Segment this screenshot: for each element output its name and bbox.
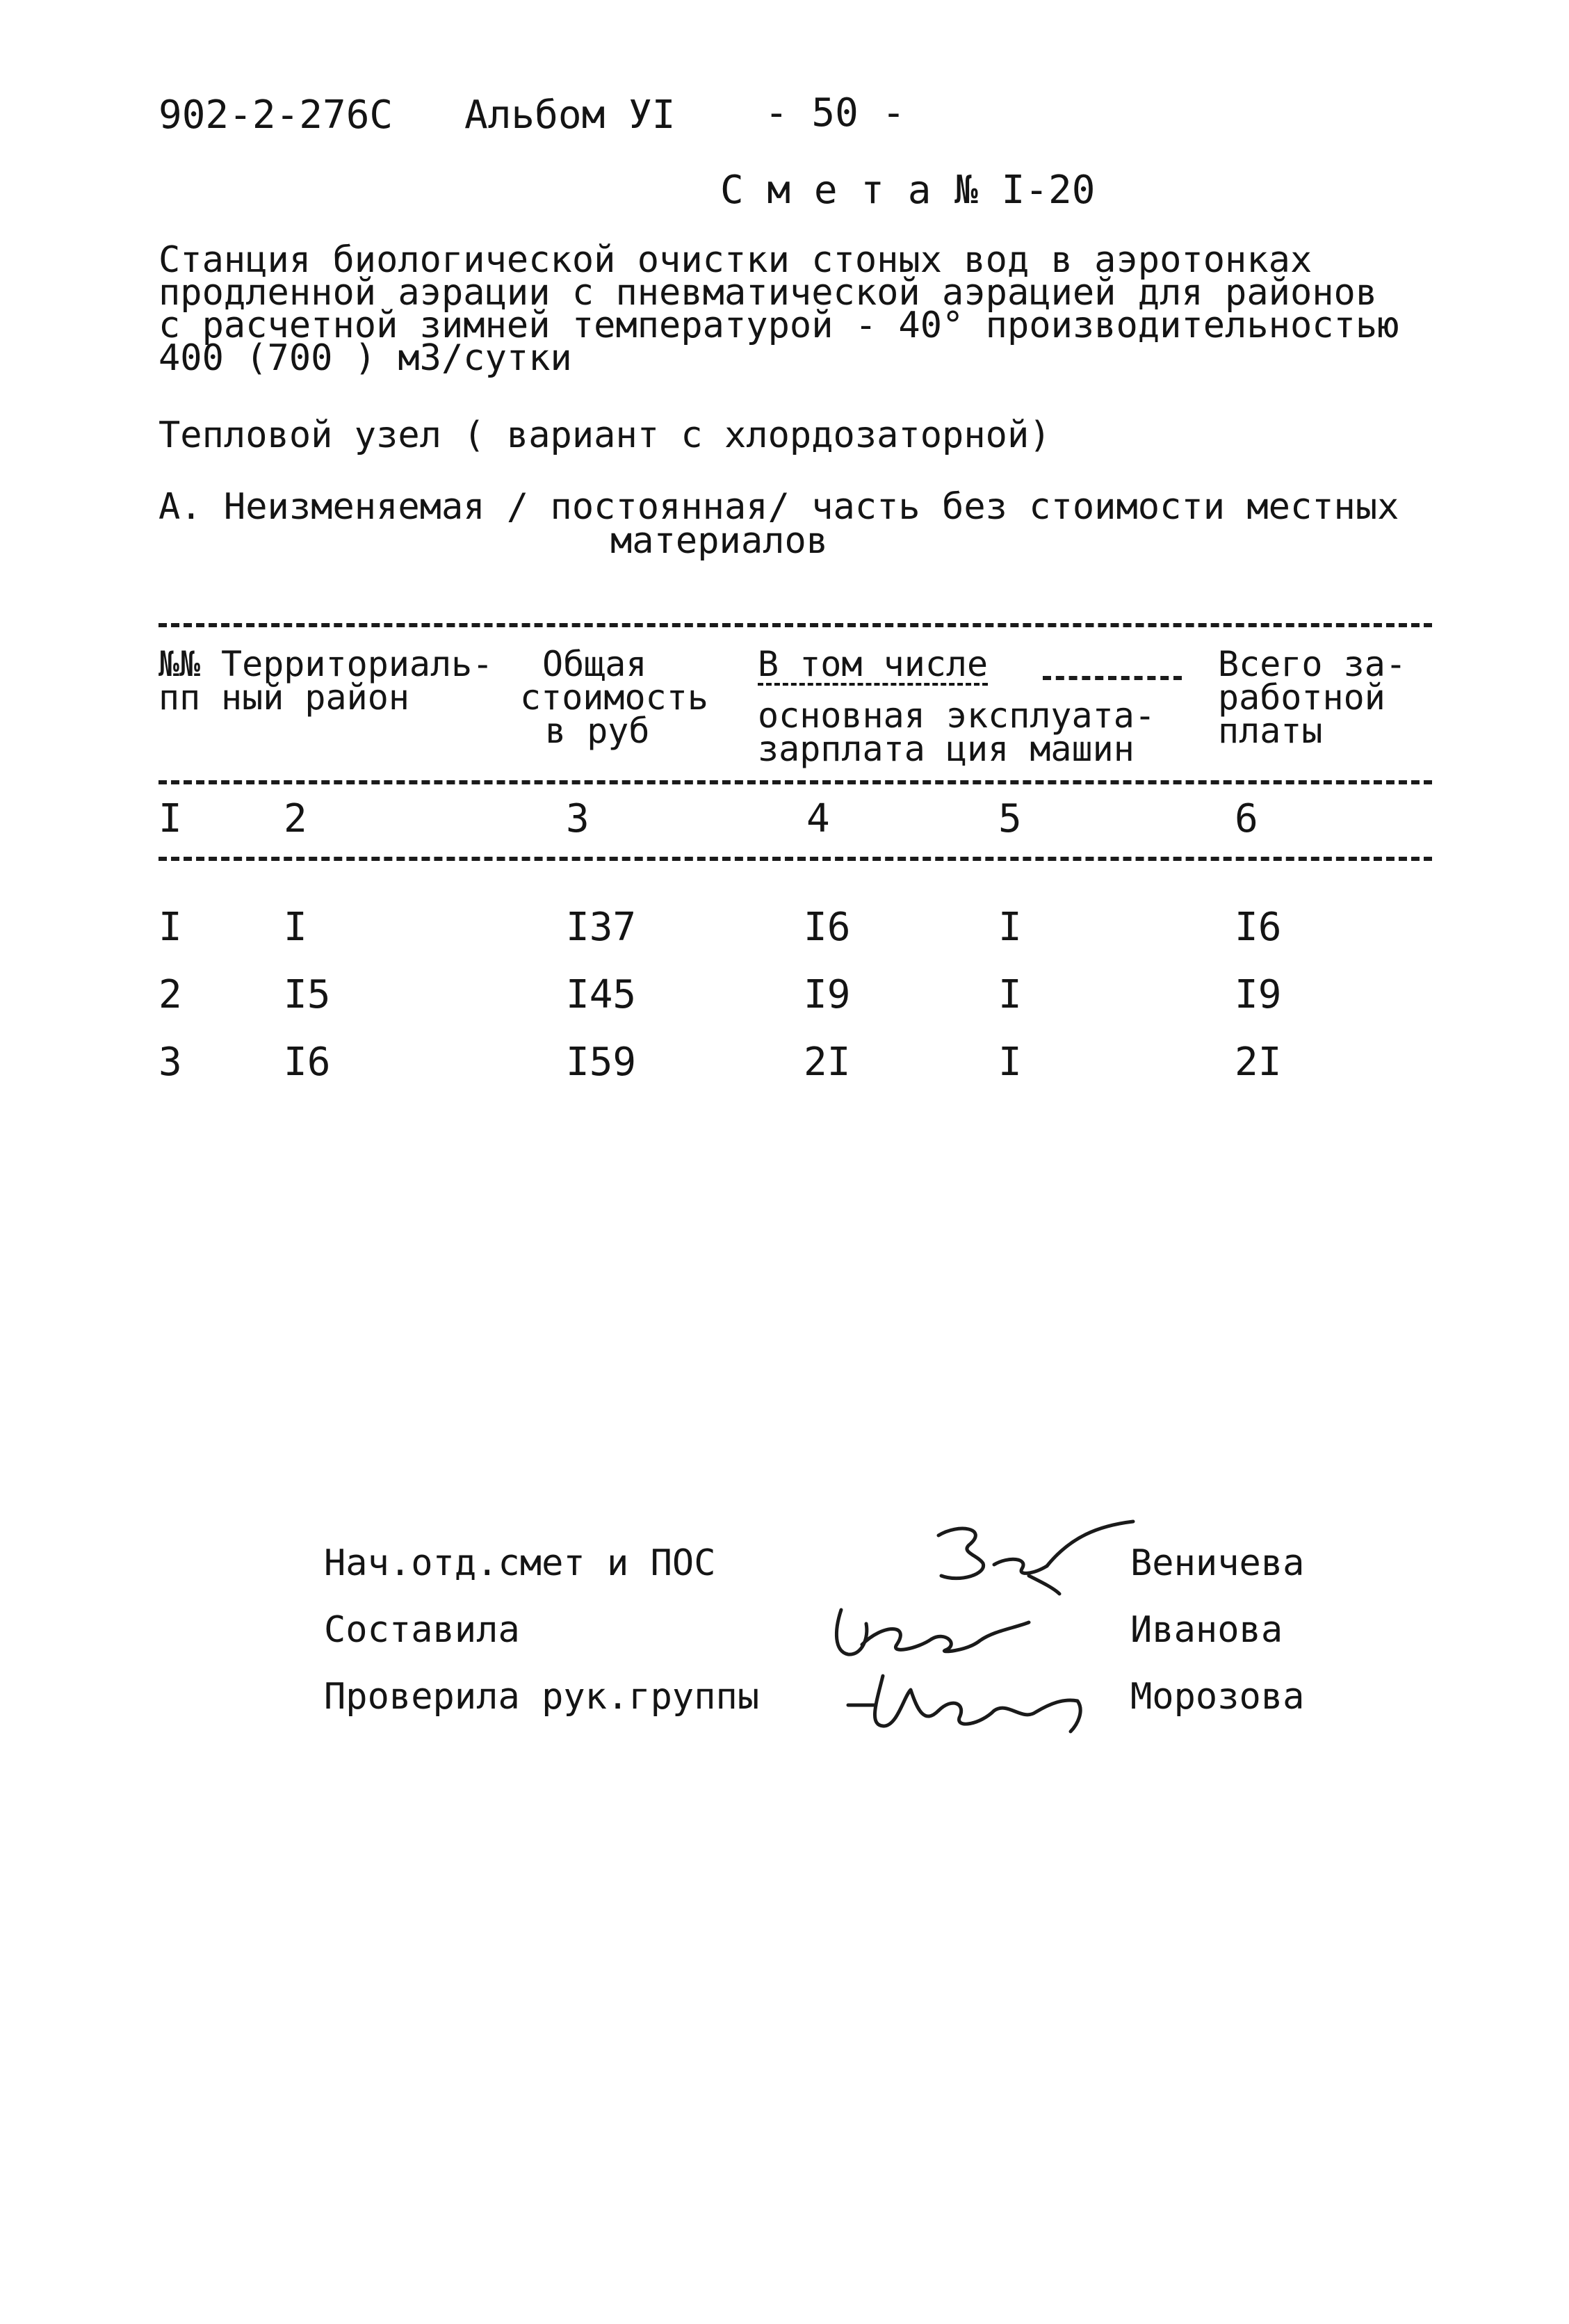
signature-role: Составила	[324, 1609, 520, 1651]
header-col4-5-line1: основная эксплуата-	[758, 695, 1155, 736]
header-col4-5-line2: зарплата ция машин	[758, 729, 1135, 769]
header-in-total: В том числе	[758, 644, 989, 684]
table-cell: 2I	[1235, 1040, 1282, 1085]
header-col6-line1: Всего за-	[1218, 644, 1406, 684]
table-top-rule	[158, 623, 1432, 627]
header-col3-line3: в руб	[545, 711, 650, 751]
estimate-title: С м е т а № I-20	[720, 168, 1096, 213]
table-cell: I	[158, 905, 182, 950]
table-cell: I59	[566, 1040, 637, 1085]
table-cell: 2	[158, 972, 182, 1017]
table-cell: I9	[1235, 972, 1282, 1017]
table-cell: I6	[804, 905, 851, 950]
header-col6-line3: платы	[1218, 711, 1323, 751]
table-cell: I5	[284, 972, 331, 1017]
table-cell: I	[998, 905, 1022, 950]
table-cell: I37	[566, 905, 637, 950]
header-rule	[158, 780, 1432, 784]
page-number: - 50 -	[765, 90, 906, 136]
table-cell: I6	[284, 1040, 331, 1085]
column-number: 6	[1235, 796, 1258, 841]
signature-role: Проверила рук.группы	[324, 1676, 760, 1718]
album-label: Альбом УI	[464, 92, 676, 138]
header-col1-line2: пп	[158, 677, 201, 718]
header-col3-line2: стоимость	[520, 677, 708, 718]
column-number: 5	[998, 796, 1022, 841]
handwritten-signature-3	[841, 1662, 1105, 1745]
column-number-rule	[158, 857, 1432, 861]
signature-name: Веничева	[1130, 1542, 1305, 1584]
document-code: 902-2-276С	[158, 92, 393, 138]
table-cell: I6	[1235, 905, 1282, 950]
table-cell: I	[998, 972, 1022, 1017]
header-col2-line1: Территориаль-	[221, 644, 494, 684]
description-line-4: 400 (700 ) м3/сутки	[158, 337, 572, 379]
section-line-2: материалов	[610, 520, 829, 562]
column-number: 3	[566, 796, 590, 841]
description-line-3: с расчетной зимней температурой - 40° производительностью	[158, 305, 1399, 346]
signature-role: Нач.отд.смет и ПОС	[324, 1542, 716, 1584]
header-col3-line1: Общая	[542, 644, 647, 684]
description-line-1: Станция биологической очистки стоных вод в аэротонках	[158, 239, 1312, 281]
column-number: I	[158, 796, 182, 841]
header-col2-line2: ный район	[221, 677, 409, 718]
section-line-1: А. Неизменяемая / постоянная/ часть без стоимости местных	[158, 486, 1399, 528]
table-cell: I	[998, 1040, 1022, 1085]
signature-name: Иванова	[1130, 1609, 1283, 1651]
table-cell: 2I	[804, 1040, 851, 1085]
column-number: 2	[284, 796, 307, 841]
signature-name: Морозова	[1130, 1676, 1305, 1718]
handwritten-signature-2	[820, 1596, 1050, 1672]
column-number: 4	[806, 796, 830, 841]
table-cell: I9	[804, 972, 851, 1017]
header-col6-line2: работной	[1218, 677, 1385, 718]
subtitle: Тепловой узел ( вариант с хлордозаторной)	[158, 414, 1051, 456]
table-cell: I	[284, 905, 307, 950]
table-cell: I45	[566, 972, 637, 1017]
description-line-2: продленной аэрации с пневматической аэрацией для районов	[158, 272, 1378, 314]
header-in-total-rule	[1043, 676, 1182, 680]
table-cell: 3	[158, 1040, 182, 1085]
header-col1-line1: №№	[158, 644, 201, 684]
